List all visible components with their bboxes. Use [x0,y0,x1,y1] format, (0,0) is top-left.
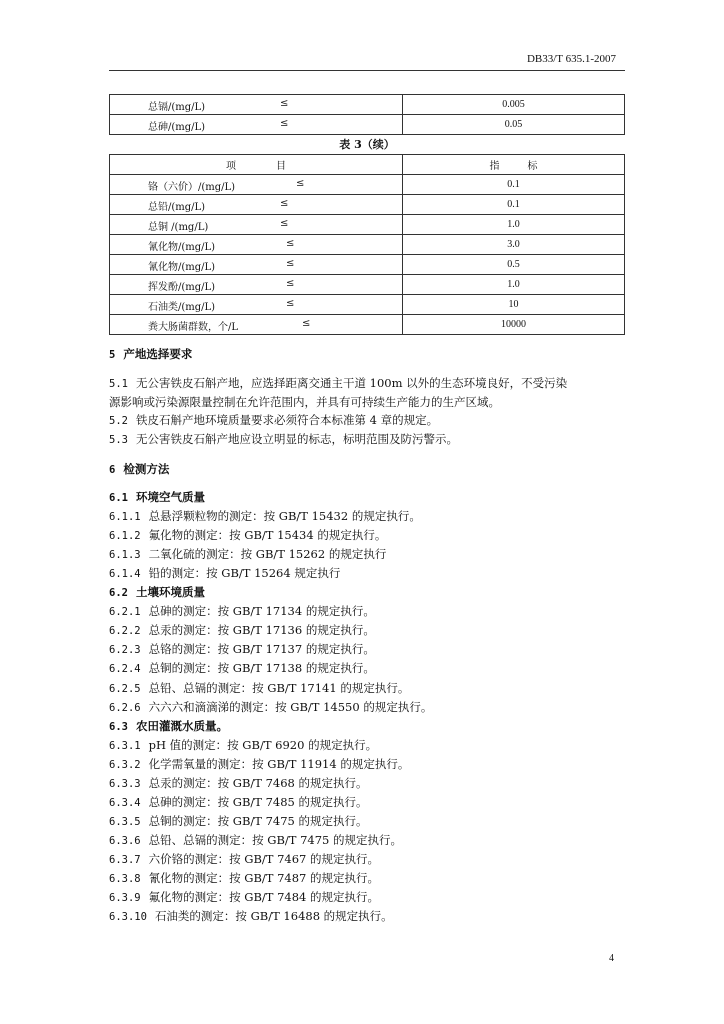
clause-text: 石油类的测定：按 GB/T 16488 的规定执行。 [154,909,393,924]
method-line [109,870,379,886]
subsection-heading [109,489,205,505]
clause-text: 氰化物的测定：按 GB/T 7487 的规定执行。 [148,871,380,885]
leq-symbol: ≤ [280,198,289,209]
method-line [109,908,393,924]
section-5-heading: 5 产地选择要求 [109,347,193,361]
table-row [110,95,625,115]
clause-number: 6.3.3 [109,777,141,790]
clause-text: 总砷的测定：按 GB/T 17134 的规定执行。 [148,604,375,619]
leq-symbol: ≤ [280,118,289,129]
method-line [109,832,402,848]
clause-number: 6.2.1 [109,606,141,619]
subsection-heading [109,718,228,734]
table-cell-value: 3.0 [403,235,625,255]
item-label: 铬（六价）/(mg/L) [148,182,236,193]
table-row [110,275,625,295]
method-line [109,527,386,543]
paragraph-line: 5.3 无公害铁皮石斛产地应设立明显的标志，标明范围及防污警示。 [109,432,458,446]
clause-number: 6.3.6 [109,834,141,847]
clause-text: 氟化物的测定：按 GB/T 7484 的规定执行。 [148,890,380,905]
table-cell-value: 0.1 [403,195,625,215]
item-label: 总铅/(mg/L) [148,202,206,213]
clause-number: 6.1.1 [109,511,141,524]
table-3-continued [109,154,625,335]
clause-text: 总悬浮颗粒物的测定：按 GB/T 15432 的规定执行。 [148,509,421,524]
table-row [110,295,625,315]
clause-text: pH 值的测定：按 GB/T 6920 的规定执行。 [148,737,378,752]
method-line [109,565,340,581]
clause-number: 6.2.2 [109,625,141,638]
item-label: 挥发酚/(mg/L) [148,282,216,293]
paragraph-line: 5.1 无公害铁皮石斛产地，应选择距离交通主干道 100m 以外的生态环境良好，不受污染 [109,376,568,390]
clause-text: 总铅、总镉的测定：按 GB/T 17141 的规定执行。 [148,680,410,695]
leq-symbol: ≤ [280,218,289,229]
leq-symbol: ≤ [286,278,295,289]
clause-number: 6.3 [109,720,128,733]
leq-symbol: ≤ [286,298,295,309]
clause-number: 6.3.5 [109,815,141,828]
clause-number: 6.3.9 [109,892,141,905]
clause-number: 6.1.3 [109,549,141,562]
clause-text: 总铜的测定：按 GB/T 7475 的规定执行。 [148,813,368,828]
table-cell-value: 0.005 [403,95,625,115]
clause-number: 6.1 [109,492,128,504]
method-line [109,508,421,524]
clause-text: 六价铬的测定：按 GB/T 7467 的规定执行。 [148,851,380,866]
item-label: 粪大肠菌群数，个/L [148,322,239,333]
clause-number: 6.3.7 [109,853,141,866]
item-label: 氰化物/(mg/L) [148,262,216,273]
table-header-row [110,155,625,175]
paragraph-line: 源影响或污染源限量控制在允许范围内，并具有可持续生产能力的生产区域。 [109,395,500,409]
method-line [109,813,368,829]
paragraph-line: 5.2 铁皮石斛产地环境质量要求必须符合本标准第 4 章的规定。 [109,413,439,427]
table-row [110,115,625,135]
clause-number: 6.3.2 [109,758,141,771]
item-label: 氰化物/(mg/L) [148,242,216,253]
clause-number: 6.1.4 [109,568,141,581]
table-cell-value: 0.5 [403,255,625,275]
leq-symbol: ≤ [296,178,305,189]
method-line [109,699,432,715]
table-caption: 表 3（续） [339,138,395,151]
table-cell-value: 0.1 [403,175,625,195]
document-id: DB33/T 635.1-2007 [526,53,616,65]
clause-text: 铅的测定：按 GB/T 15264 规定执行 [148,566,341,581]
leq-symbol: ≤ [286,238,295,249]
leq-symbol: ≤ [302,318,311,329]
table-cell-item [110,115,403,135]
method-line [109,680,409,696]
subsection-heading [109,584,205,600]
table-cell-value: 1.0 [403,275,625,295]
header-item: 项 目 [110,155,403,175]
table-row [110,175,625,195]
item-label: 总镉/(mg/L) [148,102,206,113]
clause-text: 化学需氧量的测定：按 GB/T 11914 的规定执行。 [148,756,410,771]
clause-text: 总铜的测定：按 GB/T 17138 的规定执行。 [148,661,375,676]
clause-number: 6.3.4 [109,796,141,809]
method-line [109,756,409,772]
clause-text: 环境空气质量 [135,490,205,504]
table-row [110,215,625,235]
method-line [109,622,375,638]
table-cell-value: 10000 [403,315,625,335]
clause-text: 总铅、总镉的测定：按 GB/T 7475 的规定执行。 [148,832,403,847]
clause-text: 氟化物的测定：按 GB/T 15434 的规定执行。 [148,528,387,543]
clause-text: 总汞的测定：按 GB/T 17136 的规定执行。 [148,623,375,638]
clause-text: 总汞的测定：按 GB/T 7468 的规定执行。 [148,775,368,790]
method-line [109,775,368,791]
clause-number: 6.2.6 [109,701,141,714]
header-value: 指 标 [403,155,625,175]
table-cell-value: 0.05 [403,115,625,135]
clause-text: 农田灌溉水质量。 [135,718,228,733]
item-label: 总砷/(mg/L) [148,122,206,133]
table-continuation-top [109,94,625,135]
clause-number: 6.3.1 [109,739,141,752]
method-line [109,889,379,905]
table-row [110,235,625,255]
method-line [109,546,386,562]
clause-number: 6.3.10 [109,911,147,924]
table-row [110,195,625,215]
method-line [109,794,368,810]
page-number: 4 [609,953,614,964]
clause-text: 总铬的测定：按 GB/T 17137 的规定执行。 [148,642,375,657]
method-line [109,737,377,753]
clause-number: 6.2.3 [109,644,141,657]
method-line [109,851,379,867]
method-line [109,641,375,657]
clause-text: 总砷的测定：按 GB/T 7485 的规定执行。 [148,794,368,809]
item-label: 总铜 /(mg/L) [148,222,209,233]
method-line [109,660,375,676]
table-row [110,255,625,275]
method-line [109,603,375,619]
clause-number: 6.2.5 [109,682,141,695]
table-cell-value: 1.0 [403,215,625,235]
section-6-heading: 6 检测方法 [109,462,170,476]
clause-number: 6.3.8 [109,873,141,885]
table-row [110,315,625,335]
clause-text: 二氧化硫的测定：按 GB/T 15262 的规定执行 [148,547,387,562]
header-rule [109,70,625,71]
table-cell-value: 10 [403,295,625,315]
clause-number: 6.2.4 [109,663,141,676]
leq-symbol: ≤ [286,258,295,269]
clause-number: 6.2 [109,587,128,600]
clause-text: 六六六和滴滴涕的测定：按 GB/T 14550 的规定执行。 [148,699,433,714]
clause-text: 土壤环境质量 [135,585,205,600]
leq-symbol: ≤ [280,98,289,109]
clause-number: 6.1.2 [109,530,141,543]
table-cell-item [110,95,403,115]
item-label: 石油类/(mg/L) [148,302,216,313]
